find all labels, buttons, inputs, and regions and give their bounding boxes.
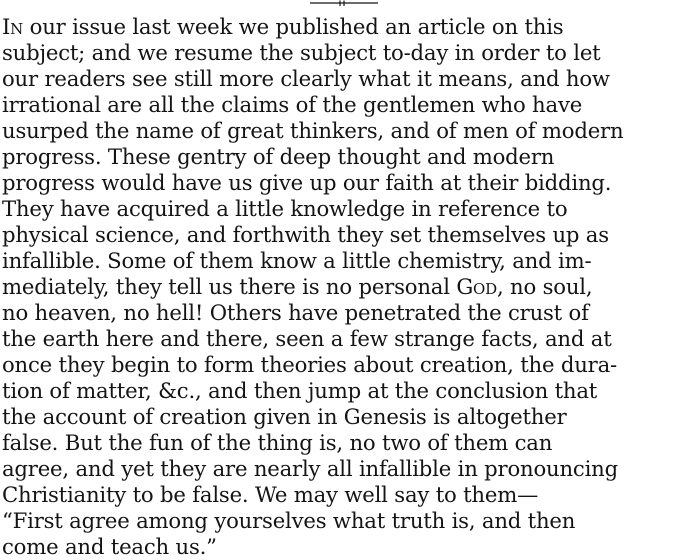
article-line-5: usurped the name of great thinkers, and of men of modern bbox=[2, 118, 624, 143]
article-line-20: “First agree among yourselves what truth is, and then bbox=[2, 508, 576, 533]
article-line-14: once they begin to form theories about creation, the dura- bbox=[2, 352, 617, 377]
separator-ornament-icon bbox=[304, 0, 384, 10]
article-line-12: no heaven, no hell! Others have penetrated the crust of bbox=[2, 300, 589, 325]
article-line-10: infallible. Some of them know a little chemistry, and im- bbox=[2, 248, 592, 273]
article-line-2: subject; and we resume the subject to-day in order to let bbox=[2, 40, 601, 65]
article-line-3: our readers see still more clearly what it means, and how bbox=[2, 66, 610, 91]
article-line-16: the account of creation given in Genesis is altogether bbox=[2, 404, 567, 429]
article-line-11: mediately, they tell us there is no personal God, no soul, bbox=[2, 274, 593, 299]
article-line-17: false. But the fun of the thing is, no two of them can bbox=[2, 430, 553, 455]
article-line-4: irrational are all the claims of the gentlemen who have bbox=[2, 92, 583, 117]
article-line-6: progress. These gentry of deep thought and modern bbox=[2, 144, 555, 169]
article-line-13: the earth here and there, seen a few strange facts, and at bbox=[2, 326, 612, 351]
god-small-caps: God bbox=[456, 274, 497, 299]
article-line-9: physical science, and forthwith they set themselves up as bbox=[2, 222, 609, 247]
article-line-21: come and teach us.” bbox=[2, 534, 217, 559]
article-line-7: progress would have us give up our faith at their bidding. bbox=[2, 170, 612, 195]
drop-word: In bbox=[2, 14, 24, 39]
article-line-8: They have acquired a little knowledge in reference to bbox=[2, 196, 568, 221]
article-line-15: tion of matter, &c., and then jump at the conclusion that bbox=[2, 378, 598, 403]
article-line-19: Christianity to be false. We may well say to them— bbox=[2, 482, 539, 507]
article-line-1: In our issue last week we published an article on this bbox=[2, 14, 564, 39]
article-line-18: agree, and yet they are nearly all infallible in pronouncing bbox=[2, 456, 618, 481]
